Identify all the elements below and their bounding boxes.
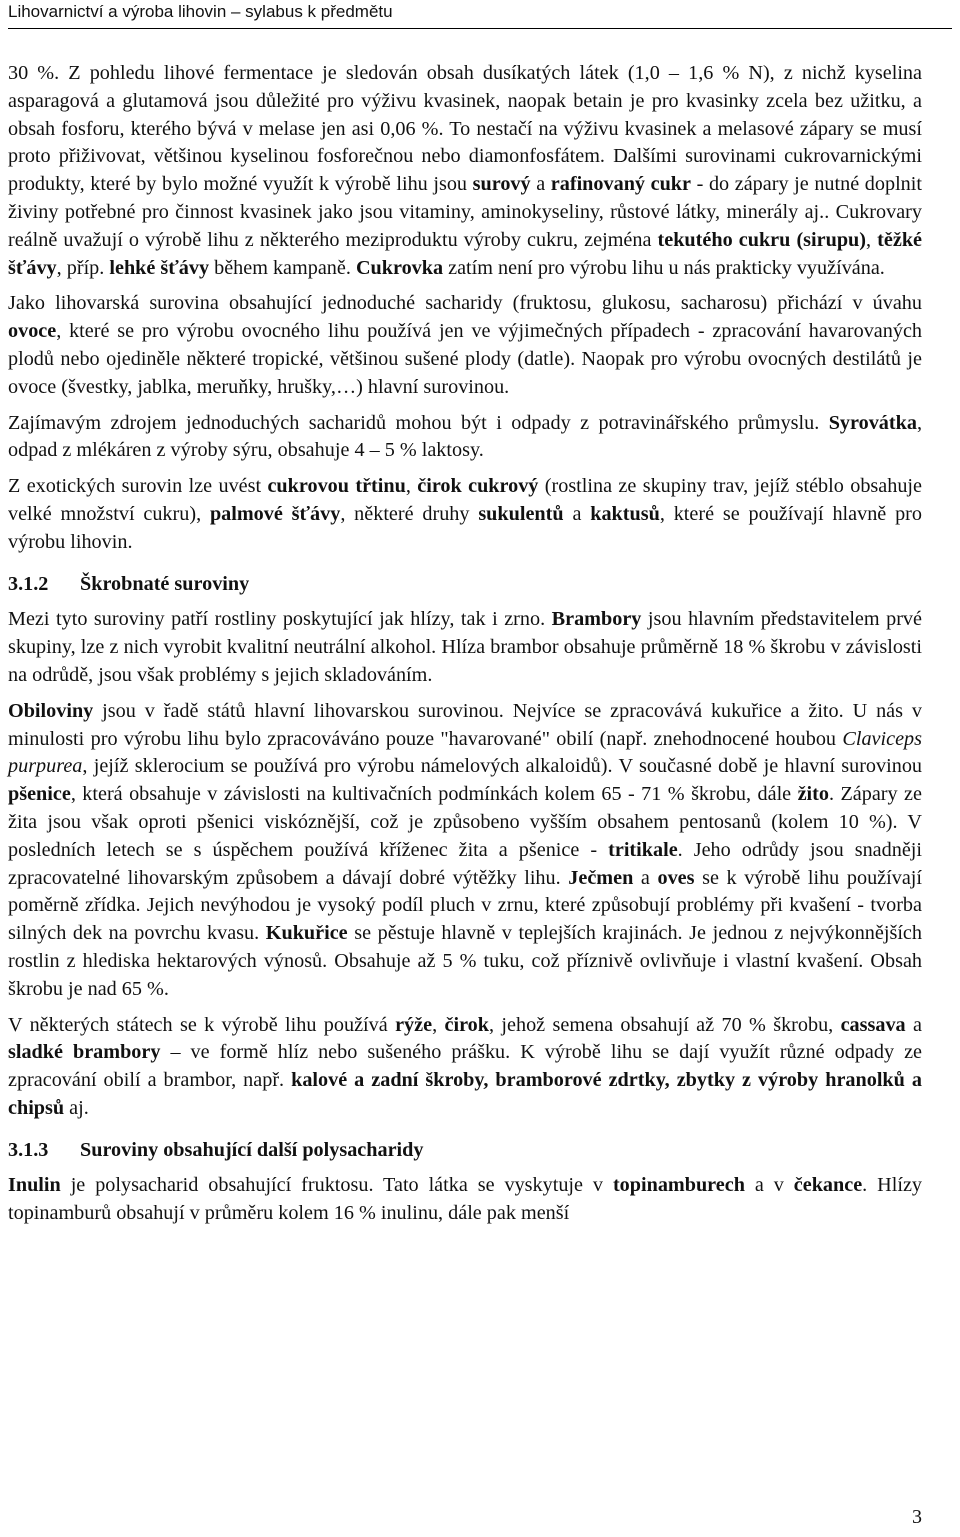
text-run: Jako lihovarská surovina obsahující jednoduché sacharidy (fruktosu, glukosu, sacharosu) přichází v úvahu: [8, 292, 922, 315]
text-run: , které se používají hlavně pro výrobu lihovin.: [8, 502, 922, 553]
italic-term: Claviceps purpurea: [8, 727, 922, 778]
text-run: zatím není pro výrobu lihu u nás prakticky využívána.: [443, 256, 885, 279]
page-number: 3: [912, 1506, 922, 1528]
text-run: 30 %. Z pohledu lihové fermentace je sledován obsah dusíkatých látek (1,0 – 1,6 % N), z nichž kyselina asparagová a glutamová jsou důležité pro výživu kvasinek, naopak betain je pro kvasinky zcela bez užitku, a obsah fosforu, kterého bývá v melase jen asi 0,06 %. To nestačí na výživu kvasinek a melasové zápary se musí proto přiživovat, většinou kyselinou fosforečnou nebo diamonfosfátem. Dalšími surovinami cukrovarnickými produkty, které by bylo možné využít k výrobě lihu jsou: [8, 62, 922, 196]
section-number: 3.1.3: [8, 1138, 49, 1161]
text-run: - do zápary je nutné doplnit živiny potřebné pro činnost kvasinek jako jsou vitaminy, aminokyseliny, růstové látky, minerály aj.. Cukrovary reálně uvažují o výrobě lihu z některého meziproduktu výroby cukru, zejména: [8, 173, 922, 251]
bold-term: čirok cukrový: [417, 475, 539, 498]
text-run: a: [563, 502, 591, 525]
bold-term: kalové a zadní škroby, bramborové zdrtky, zbytky z výroby hranolků a chipsů: [8, 1069, 922, 1119]
bold-term: Kukuřice: [265, 922, 348, 945]
text-run: ,: [405, 475, 418, 498]
bold-term: těžké šťávy: [8, 228, 923, 279]
bold-term: tekutého cukru (sirupu): [657, 228, 867, 251]
header-title: Lihovarnictví a výroba lihovin – sylabus k předmětu: [8, 2, 393, 21]
paragraph-p1: [8, 60, 922, 282]
bold-term: Brambory: [551, 608, 642, 631]
text-run: V některých státech se k výrobě lihu používá: [8, 1013, 396, 1036]
text-run: (rostlina ze skupiny trav, jejíž stéblo obsahuje velké množství cukru),: [8, 475, 922, 525]
bold-term: oves: [657, 866, 695, 889]
text-run: . Jeho odrůdy jsou snadněji zpracovatelné lihovarským způsobem a dávají dobré výtěžky lihu.: [8, 838, 922, 889]
bold-term: kaktusů: [590, 502, 660, 525]
bold-term: rýže: [395, 1013, 433, 1036]
bold-term: cassava: [840, 1013, 906, 1036]
text-run: během kampaně.: [209, 256, 356, 279]
bold-term: topinamburech: [612, 1174, 745, 1197]
document-body: [8, 60, 922, 1236]
text-run: se pěstuje hlavně v teplejších krajinách. Je jednou z nejvýkonnějších rostlin z hlediska hektarových výnosů. Obsahuje až 5 % tuku, což příznivě ovlivňuje i vlastní kvašení. Obsah škrobu je nad 65 %.: [8, 922, 922, 1000]
section-title: Suroviny obsahující další polysacharidy: [80, 1138, 424, 1161]
bold-term: surový: [472, 173, 531, 196]
text-run: , které se pro výrobu ovocného lihu používá jen ve výjimečných případech - zpracování havarovaných plodů nebo ojediněle některé tropické, většinou sušené plody (datle). Naopak pro výrobu ovocných destilátů je ovoce (švestky, jablka, meruňky, hrušky,…) hlavní surovinou.: [8, 320, 922, 398]
section-title: Škrobnaté suroviny: [80, 572, 250, 595]
bold-term: rafinovaný cukr: [550, 173, 691, 196]
paragraph-p3: [8, 410, 922, 466]
paragraph-p5: [8, 606, 922, 689]
text-run: , odpad z mlékáren z výroby sýru, obsahuje 4 – 5 % laktosy.: [8, 411, 922, 462]
bold-term: Inulin: [8, 1174, 61, 1197]
text-run: Mezi tyto suroviny patří rostliny poskytující jak hlízy, tak i zrno.: [8, 608, 552, 631]
text-run: , jehož semena obsahují až 70 % škrobu,: [489, 1013, 841, 1036]
bold-term: Ječmen: [568, 866, 634, 889]
paragraph-p4: [8, 473, 922, 556]
text-run: ,: [432, 1013, 445, 1036]
text-run: aj.: [64, 1096, 89, 1119]
paragraph-group-2: [8, 606, 922, 1122]
text-run: a: [633, 866, 658, 889]
section-heading-3-1-2: [8, 571, 922, 599]
text-run: je polysacharid obsahující fruktosu. Tato látka se vyskytuje v: [60, 1174, 613, 1197]
bold-term: tritikale: [608, 838, 678, 861]
text-run: . Zápary ze žita jsou však oproti pšenici viskóznější, což je způsobeno vyšším obsahem pentosanů (kolem 10 %). V posledních letech se s úspěchem používá kříženec žita a pšenice -: [8, 783, 922, 861]
bold-term: čekance: [793, 1174, 863, 1197]
text-run: , příp.: [56, 256, 110, 279]
bold-term: lehké šťávy: [109, 256, 210, 279]
paragraph-group-3: [8, 1172, 922, 1228]
text-run: . Hlízy topinamburů obsahují v průměru kolem 16 % inulinu, dále pak menší: [8, 1174, 922, 1225]
paragraph-p8: [8, 1172, 922, 1228]
paragraph-group-1: [8, 60, 922, 557]
paragraph-p7: [8, 1012, 922, 1123]
bold-term: Obiloviny: [8, 699, 94, 722]
text-run: Zajímavým zdrojem jednoduchých sacharidů mohou být i odpady z potravinářského průmyslu.: [8, 411, 829, 434]
bold-term: žito: [797, 783, 829, 806]
bold-term: pšenice: [8, 783, 71, 806]
text-run: jsou v řadě států hlavní lihovarskou surovinou. Nejvíce se zpracovává kukuřice a žito. U nás v minulosti pro výrobu lihu bylo zpracováváno pouze "havarované" obilí (např. znehodnocené houbou: [8, 699, 922, 750]
bold-term: ovoce: [8, 320, 57, 343]
text-run: , některé druhy: [340, 502, 479, 525]
bold-term: palmové šťávy: [209, 502, 341, 525]
bold-term: sladké brambory: [8, 1041, 161, 1064]
section-number: 3.1.2: [8, 572, 49, 595]
bold-term: Syrovátka: [828, 411, 917, 434]
bold-term: čirok: [444, 1013, 489, 1036]
text-run: Z exotických surovin lze uvést: [8, 475, 268, 498]
bold-term: Cukrovka: [355, 256, 444, 279]
section-heading-3-1-3: [8, 1137, 922, 1165]
text-run: jsou hlavním představitelem prvé skupiny, lze z nich vyrobit kvalitní neutrální alkohol. Hlíza brambor obsahuje průměrně 18 % škrobu v závislosti na odrůdě, jsou však problémy s jejich skladováním.: [8, 608, 922, 686]
text-run: a: [530, 173, 551, 196]
paragraph-p6: [8, 698, 922, 1004]
text-run: ,: [866, 228, 878, 251]
page-header: [8, 0, 952, 29]
text-run: a: [905, 1013, 922, 1036]
bold-term: cukrovou třtinu: [267, 475, 406, 498]
text-run: se k výrobě lihu používají poměrně zřídka. Jejich nevýhodou je vysoký podíl pluch v zrnu, které způsobují problémy při kvašení - tvorba silných dek na povrchu kvasu.: [8, 866, 922, 945]
paragraph-p2: [8, 290, 922, 401]
text-run: a v: [744, 1174, 794, 1197]
bold-term: sukulentů: [478, 502, 564, 525]
text-run: – ve formě hlíz nebo sušeného prášku. K výrobě lihu se dají využít různé odpady ze zpracování obilí a brambor, např.: [8, 1041, 922, 1092]
text-run: , která obsahuje v závislosti na kultivačních podmínkách kolem 65 - 71 % škrobu, dále: [70, 783, 798, 806]
text-run: , jejíž sklerocium se používá pro výrobu námelových alkaloidů). V současné době je hlavní surovinou: [82, 755, 922, 778]
